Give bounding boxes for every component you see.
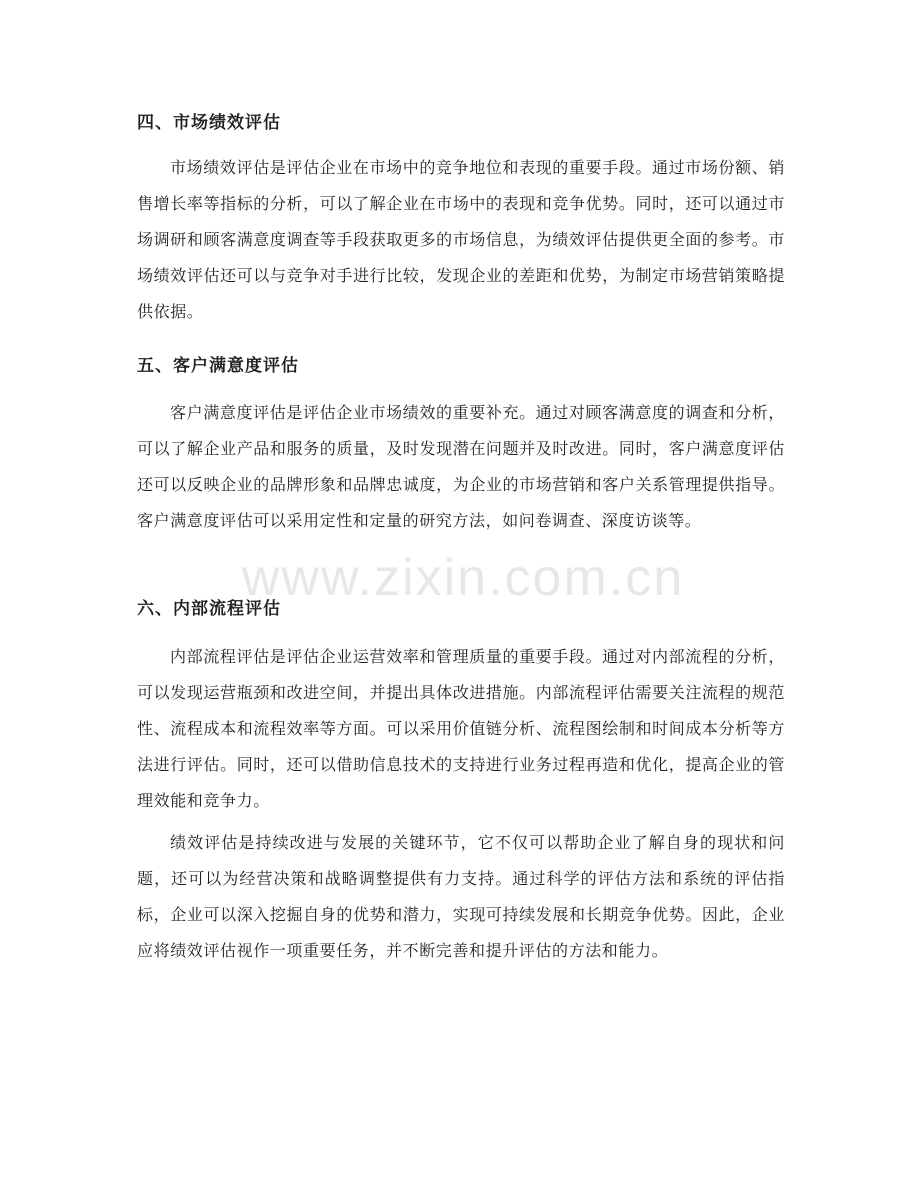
section-heading-market: 四、市场绩效评估 <box>137 113 281 133</box>
watermark: www.zixin.com.cn <box>241 549 685 607</box>
section-paragraph-customer: 客户满意度评估是评估企业市场绩效的重要补充。通过对顾客满意度的调查和分析，可以了解企业产品和服务的质量，及时发现潜在问题并及时改进。同时，客户满意度评估还可以反映企业的品牌形象和品牌忠诚度，为企业的市场营销和客户关系管理提供指导。客户满意度评估可以采用定性和定量的研究方法，如问卷调查、深度访谈等。 <box>137 403 785 530</box>
section-heading-customer: 五、客户满意度评估 <box>137 356 299 376</box>
section-paragraph-process: 内部流程评估是评估企业运营效率和管理质量的重要手段。通过对内部流程的分析，可以发现运营瓶颈和改进空间，并提出具体改进措施。内部流程评估需要关注流程的规范性、流程成本和流程效率等方面。可以采用价值链分析、流程图绘制和时间成本分析等方法进行评估。同时，还可以借助信息技术的支持进行业务过程再造和优化，提高企业的管理效能和竞争力。 <box>137 647 785 810</box>
conclusion-paragraph: 绩效评估是持续改进与发展的关键环节，它不仅可以帮助企业了解自身的现状和问题，还可以为经营决策和战略调整提供有力支持。通过科学的评估方法和系统的评估指标，企业可以深入挖掘自身的优势和潜力，实现可持续发展和长期竞争优势。因此，企业应将绩效评估视作一项重要任务，并不断完善和提升评估的方法和能力。 <box>137 833 785 960</box>
section-paragraph-market: 市场绩效评估是评估企业在市场中的竞争地位和表现的重要手段。通过市场份额、销售增长率等指标的分析，可以了解企业在市场中的表现和竞争优势。同时，还可以通过市场调研和顾客满意度调查等手段获取更多的市场信息，为绩效评估提供更全面的参考。市场绩效评估还可以与竞争对手进行比较，发现企业的差距和优势，为制定市场营销策略提供依据。 <box>137 158 785 321</box>
section-heading-process: 六、内部流程评估 <box>137 599 281 619</box>
